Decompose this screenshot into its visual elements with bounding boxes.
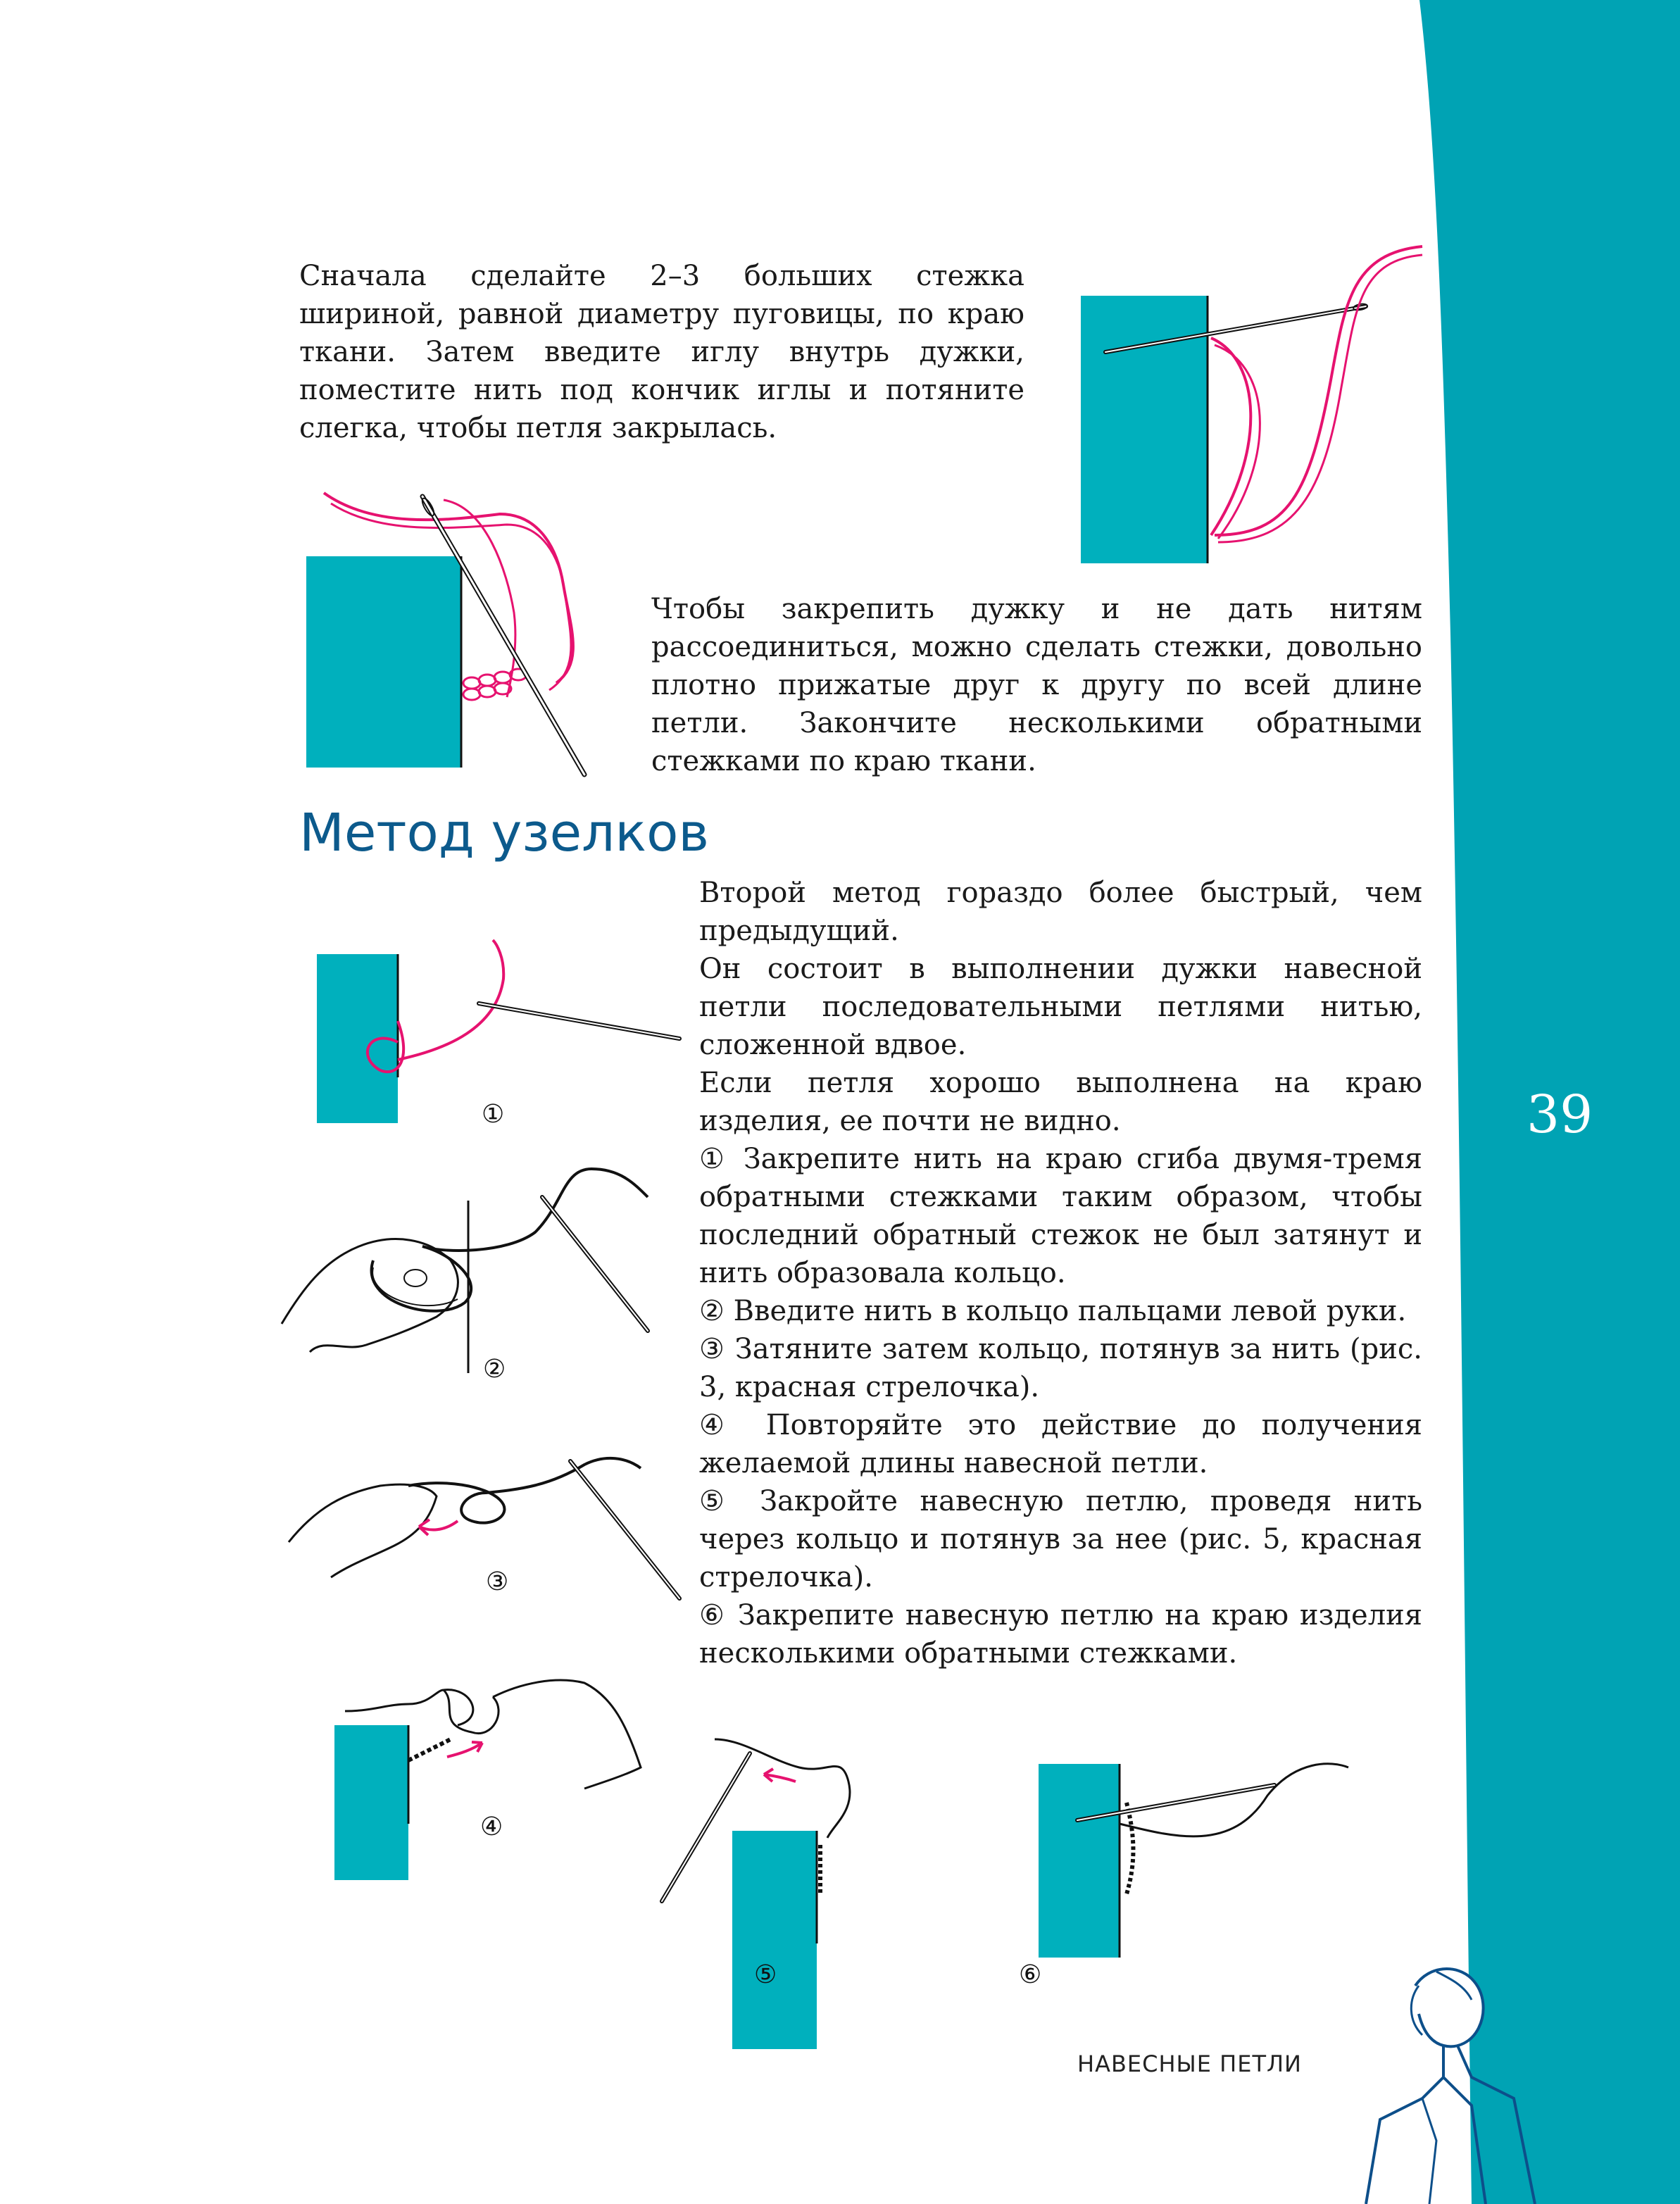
figure-label-4: ④	[480, 1812, 503, 1841]
method-step: ③ Затяните затем кольцо, потянув за нить (рис. 3, красная стрелочка).	[699, 1333, 1422, 1403]
method-step: ⑥ Закрепите навесную петлю на краю изделия несколькими обратными стежками.	[699, 1599, 1422, 1670]
woman-illustration	[1352, 1958, 1549, 2204]
figure-stitch-loop	[1077, 239, 1429, 556]
figure-4-repeat-loops	[331, 1669, 655, 1824]
secure-paragraph: Чтобы закрепить дужку и не дать нитям рассоединиться, можно сделать стежки, довольно плотно прижатые друг к другу по всей длине петли. Закончите несколькими обратными стежками по краю ткани.	[651, 593, 1422, 777]
figure-label-1: ①	[482, 1100, 505, 1129]
method-step: ① Закрепите нить на краю сгиба двумя-тремя обратными стежками таким образом, чтобы последний обратный стежок не был затянут и нить образовала кольцо.	[699, 1143, 1422, 1289]
figure-label-3: ③	[486, 1567, 509, 1596]
method-step: ④ Повторяйте это действие до получения желаемой длины навесной петли.	[699, 1409, 1422, 1479]
method-paragraph: Он состоит в выполнении дужки навесной петли последовательными петлями нитью, сложенной вдвое.	[699, 953, 1422, 1061]
method-paragraph: Второй метод гораздо более быстрый, чем предыдущий.	[699, 877, 1422, 947]
figure-label-5: ⑤	[754, 1960, 777, 1989]
running-footer: НАВЕСНЫЕ ПЕТЛИ	[1077, 2050, 1302, 2077]
figure-2-hand-ring	[282, 1162, 676, 1380]
method-step: ② Введите нить в кольцо пальцами левой руки.	[699, 1295, 1407, 1327]
method-step: ⑤ Закройте навесную петлю, проведя нить через кольцо и потянув за нее (рис. 5, красная стрелочка).	[699, 1485, 1422, 1593]
figure-5-close-loop	[658, 1725, 891, 1943]
page-number: 39	[1527, 1084, 1593, 1145]
method-paragraph: Если петля хорошо выполнена на краю изделия, ее почти не видно.	[699, 1067, 1422, 1137]
figure-buttonhole-stitches	[303, 486, 613, 796]
section-heading: Метод узелков	[299, 803, 709, 863]
figure-6-finish-loop	[1035, 1753, 1373, 1979]
figure-label-6: ⑥	[1019, 1960, 1042, 1989]
figure-1-needle-ring	[313, 937, 679, 1120]
intro-paragraph: Сначала сделайте 2–3 больших стежка шириной, равной диаметру пуговицы, по краю ткани. Затем введите иглу внутрь дужки, поместите нить под кончик иглы и потяните слегка, чтобы петля закрылась.	[299, 260, 1024, 444]
method-text	[699, 874, 1422, 1672]
figure-label-2: ②	[483, 1355, 506, 1384]
